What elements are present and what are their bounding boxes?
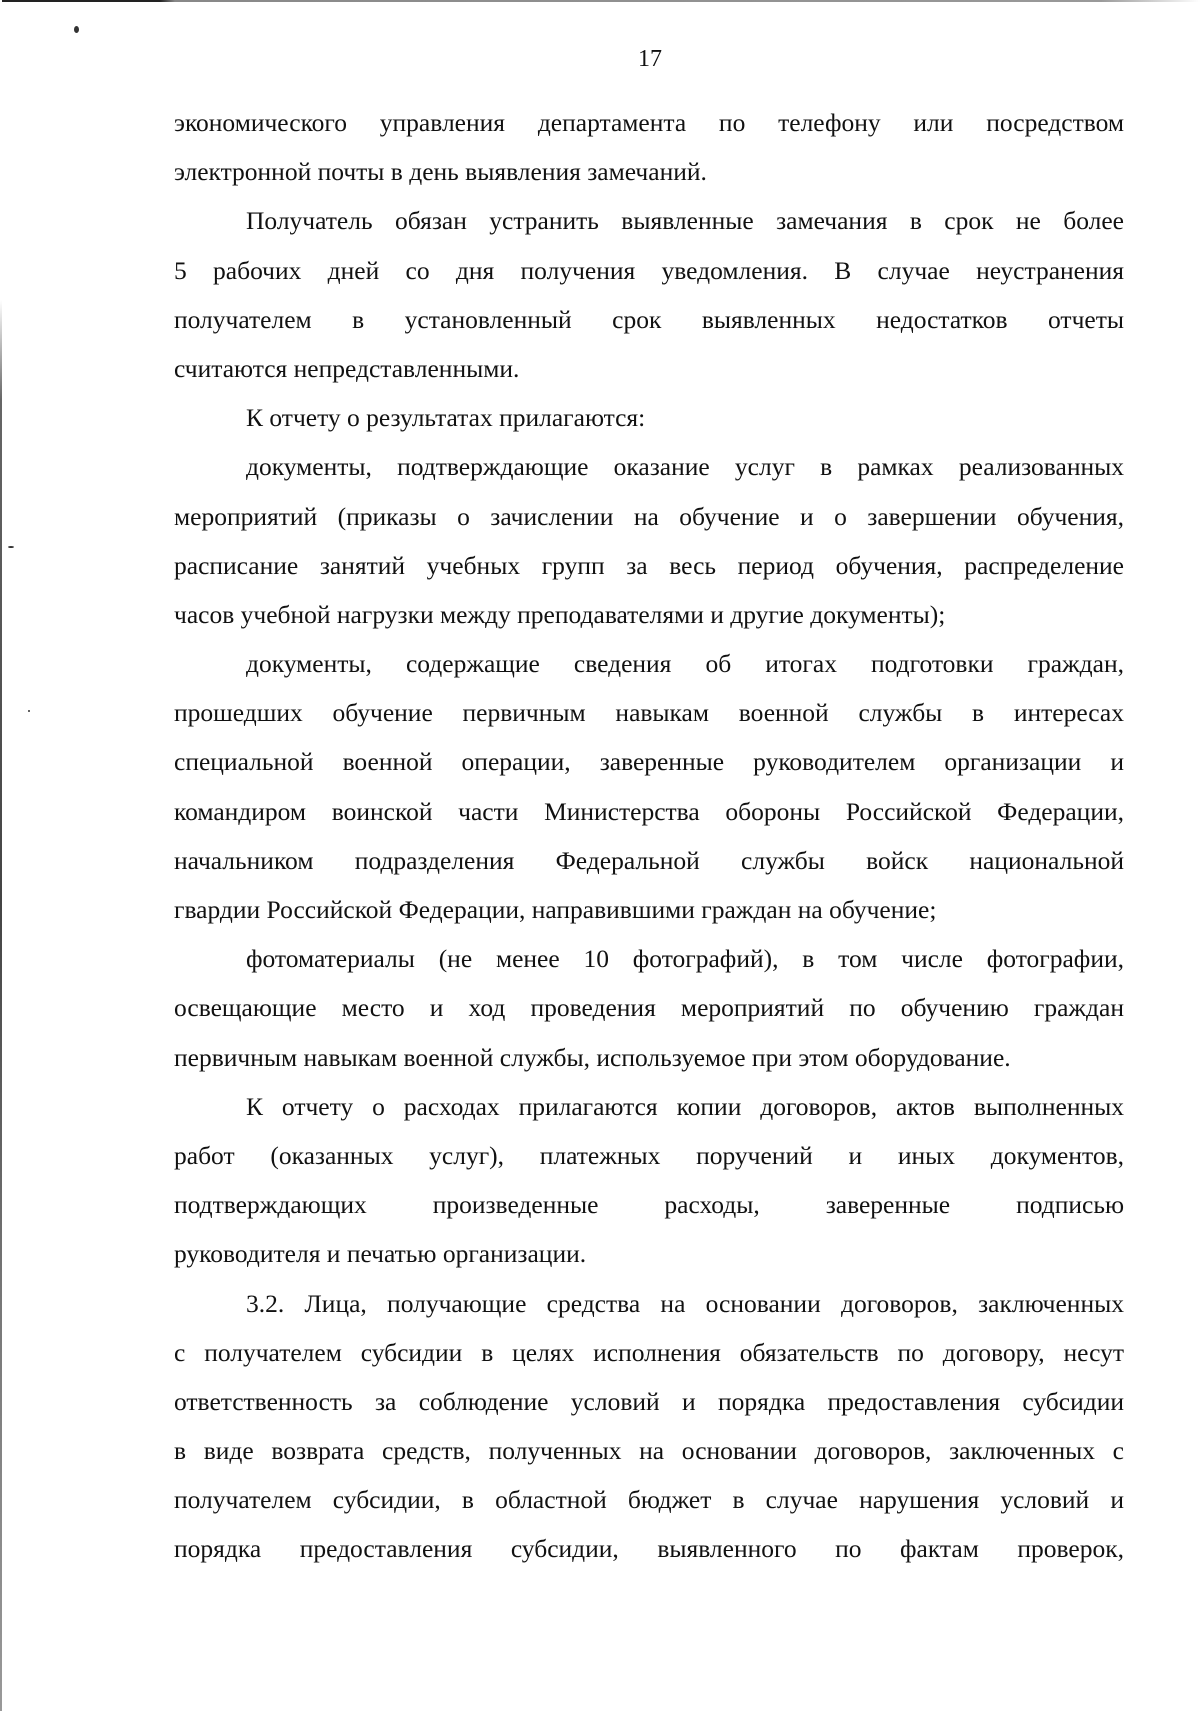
text-line: документы, подтверждающие оказание услуг в рамках реализованных — [246, 452, 1124, 482]
paragraph — [174, 98, 1124, 196]
text-line: 5 рабочих дней со дня получения уведомления. В случае неустранения — [174, 255, 1124, 285]
page-number: 17 — [638, 46, 662, 72]
paragraph — [174, 196, 1124, 393]
text-line: электронной почты в день выявления замечаний. — [174, 157, 707, 187]
text-line: начальником подразделения Федеральной службы войск национальной — [174, 845, 1124, 875]
text-line: освещающие место и ход проведения мероприятий по обучению граждан — [174, 993, 1124, 1023]
text-line: первичным навыкам военной службы, используемое при этом оборудование. — [174, 1042, 1011, 1072]
document-body — [174, 98, 1124, 1574]
text-line: подтверждающих произведенные расходы, заверенные подписью — [174, 1190, 1124, 1220]
text-line: руководителя и печатью организации. — [174, 1239, 587, 1269]
paragraph — [174, 442, 1124, 639]
text-line: документы, содержащие сведения об итогах подготовки граждан, — [246, 649, 1124, 679]
text-line: командиром воинской части Министерства обороны Российской Федерации, — [174, 796, 1124, 826]
text-line: специальной военной операции, заверенные руководителем организации и — [174, 747, 1124, 777]
text-line: фотоматериалы (не менее 10 фотографий), в том числе фотографии, — [246, 944, 1124, 974]
text-line: расписание занятий учебных групп за весь период обучения, распределение — [174, 550, 1124, 580]
text-line: часов учебной нагрузки между преподавателями и другие документы); — [174, 599, 946, 629]
text-line: экономического управления департамента по телефону или посредством — [174, 108, 1124, 137]
text-line: мероприятий (приказы о зачислении на обучение и о завершении обучения, — [174, 501, 1124, 531]
scan-speck — [28, 710, 30, 712]
text-line: Получатель обязан устранить выявленные замечания в срок не более — [246, 206, 1124, 236]
paragraph — [174, 1082, 1124, 1279]
paragraph — [174, 393, 1124, 442]
text-line: прошедших обучение первичным навыкам военной службы в интересах — [174, 698, 1124, 728]
paragraph — [174, 639, 1124, 934]
text-line: 3.2. Лица, получающие средства на основании договоров, заключенных — [246, 1288, 1124, 1318]
text-line: получателем субсидии, в областной бюджет в случае нарушения условий и — [174, 1485, 1124, 1515]
scan-speck — [8, 546, 14, 548]
scan-edge-top — [0, 0, 1200, 2]
text-line: считаются непредставленными. — [174, 353, 520, 383]
paragraph — [174, 934, 1124, 1082]
text-line: К отчету о результатах прилагаются: — [246, 403, 646, 433]
text-line: порядка предоставления субсидии, выявленного по фактам проверок, — [174, 1534, 1124, 1564]
text-line: гвардии Российской Федерации, направившими граждан на обучение; — [174, 895, 937, 924]
paragraph — [174, 1279, 1124, 1574]
scan-edge-left — [0, 0, 2, 1711]
text-line: ответственность за соблюдение условий и порядка предоставления субсидии — [174, 1386, 1124, 1416]
text-line: К отчету о расходах прилагаются копии договоров, актов выполненных — [246, 1091, 1124, 1121]
text-line: получателем в установленный срок выявленных недостатков отчеты — [174, 304, 1124, 334]
text-line: работ (оказанных услуг), платежных поручений и иных документов, — [174, 1140, 1124, 1170]
text-line: в виде возврата средств, полученных на основании договоров, заключенных с — [174, 1436, 1124, 1466]
text-line: с получателем субсидии в целях исполнения обязательств по договору, несут — [174, 1337, 1124, 1367]
scan-speck — [74, 26, 79, 33]
